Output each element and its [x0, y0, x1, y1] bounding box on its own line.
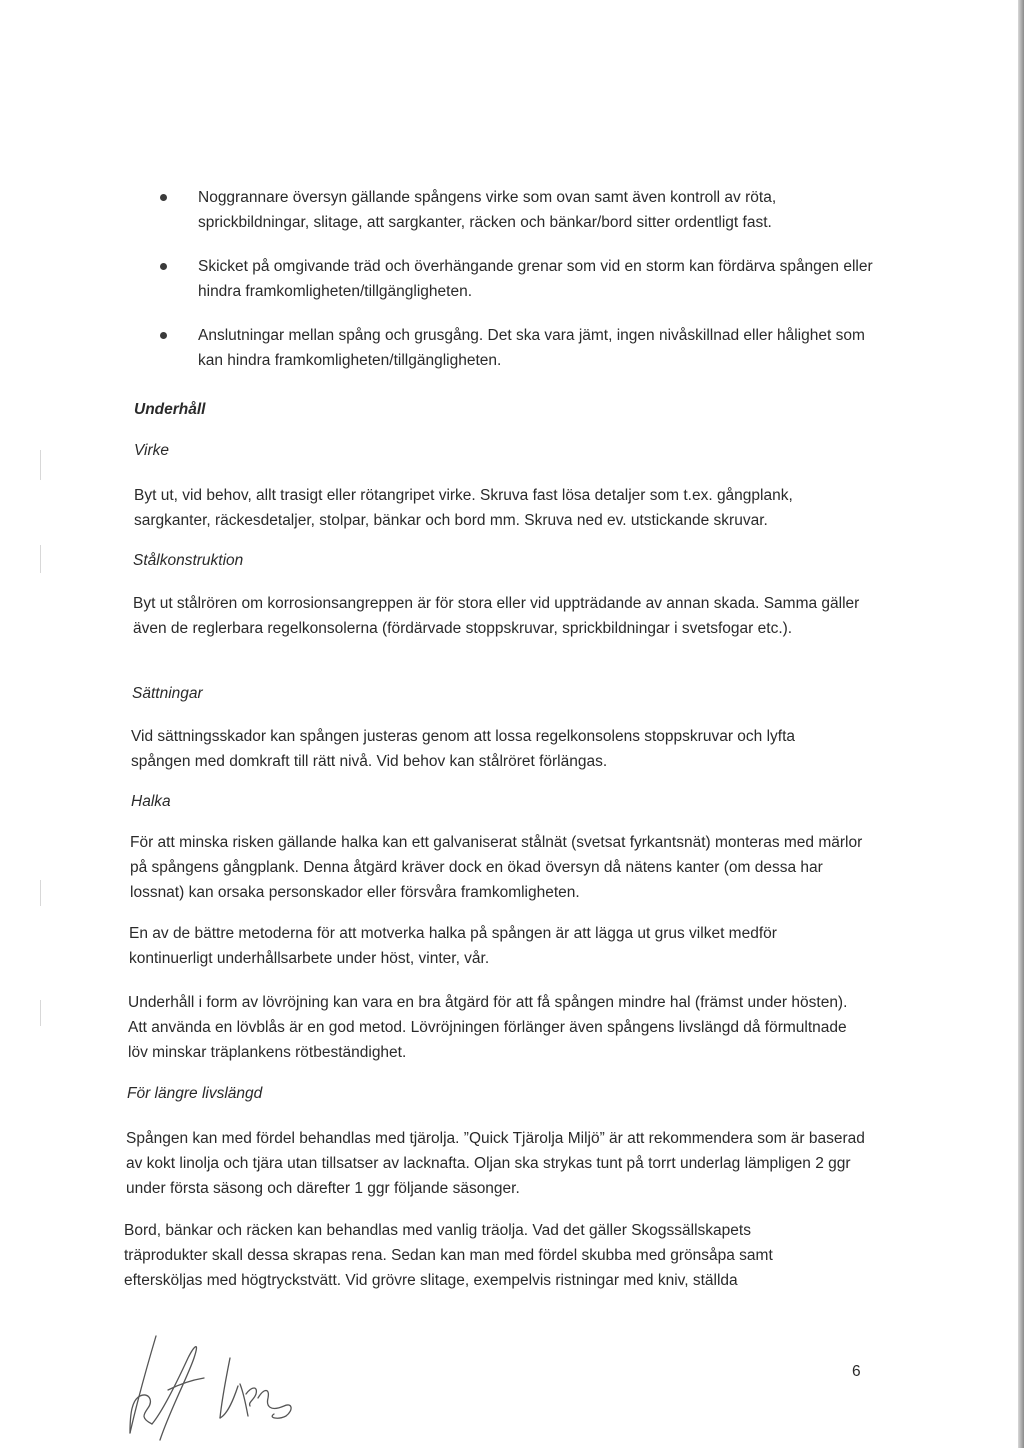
heading-halka: Halka	[131, 793, 171, 810]
scan-mark	[40, 545, 41, 573]
paragraph-virke: Byt ut, vid behov, allt trasigt eller rötangripet virke. Skruva fast lösa detaljer som t.ex. gångplank, sargkanter, räckesdetaljer, stolpar, bänkar och bord mm. Skruva ned ev. utstickande skruvar.	[134, 487, 793, 529]
inspection-bullet-list	[160, 185, 880, 392]
scan-mark	[40, 880, 41, 906]
bullet-icon	[160, 194, 167, 201]
bullet-item	[160, 254, 880, 304]
bullet-text: Anslutningar mellan spång och grusgång. Det ska vara jämt, ingen nivåskillnad eller hålighet som kan hindra framkomligheten/tillgängligheten.	[198, 327, 865, 369]
paragraph-livslangd-1: Spången kan med fördel behandlas med tjärolja. ”Quick Tjärolja Miljö” är att rekommendera som är baserad av kokt linolja och tjära utan tillsatser av lacknafta. Oljan ska strykas tunt på torrt underlag lämpligen 2 ggr under första säsong och därefter 1 ggr följande säsonger.	[126, 1130, 865, 1197]
bullet-icon	[160, 332, 167, 339]
heading-langre-livslangd: För längre livslängd	[127, 1085, 263, 1102]
heading-underhall: Underhåll	[134, 401, 206, 418]
bullet-item	[160, 323, 880, 373]
bullet-text: Skicket på omgivande träd och överhängande grenar som vid en storm kan fördärva spången eller hindra framkomligheten/tillgängligheten.	[198, 258, 873, 300]
paragraph-halka-3: Underhåll i form av lövröjning kan vara en bra åtgärd för att få spången mindre hal (främst under hösten). Att använda en lövblås är en god metod. Lövröjningen förlänger även spångens livslängd då förmultnade löv minskar träplankens rötbeständighet.	[128, 994, 848, 1061]
bullet-text: Noggrannare översyn gällande spångens virke som ovan samt även kontroll av röta, sprickbildningar, slitage, att sargkanter, räcken och bänkar/bord sitter ordentligt fast.	[198, 189, 777, 231]
paragraph-sattningar: Vid sättningsskador kan spången justeras genom att lossa regelkonsolens stoppskruvar och lyfta spången med domkraft till rätt nivå. Vid behov kan stålröret förlängas.	[131, 728, 796, 770]
bullet-item	[160, 185, 880, 235]
handwritten-signature	[118, 1328, 318, 1443]
scan-mark	[40, 1000, 41, 1026]
scan-edge	[1018, 0, 1024, 1448]
page-number: 6	[852, 1363, 861, 1380]
bullet-icon	[160, 263, 167, 270]
heading-sattningar: Sättningar	[132, 685, 203, 702]
paragraph-stalkonstruktion: Byt ut stålrören om korrosionsangreppen är för stora eller vid uppträdande av annan skada. Samma gäller även de reglerbara regelkonsolerna (fördärvade stoppskruvar, sprickbildningar i svetsfogar etc.).	[133, 595, 860, 637]
paragraph-livslangd-2: Bord, bänkar och räcken kan behandlas med vanlig träolja. Vad det gäller Skogssällskapets träprodukter skall dessa skrapas rena. Sedan kan man med fördel skubba med grönsåpa samt eftersköljas med högtryckstvätt. Vid grövre slitage, exempelvis ristningar med kniv, ställda	[124, 1222, 773, 1289]
scan-mark	[40, 450, 41, 480]
paragraph-halka-1: För att minska risken gällande halka kan ett galvaniserat stålnät (svetsat fyrkantsnät) monteras med märlor på spångens gångplank. Denna åtgärd kräver dock en ökad översyn då nätens kanter (om dessa har lossnat) kan orsaka personskador eller försvåra framkomligheten.	[130, 834, 863, 901]
heading-virke: Virke	[134, 442, 170, 459]
heading-stalkonstruktion: Stålkonstruktion	[133, 552, 244, 569]
paragraph-halka-2: En av de bättre metoderna för att motverka halka på spången är att lägga ut grus vilket medför kontinuerligt underhållsarbete under höst, vinter, vår.	[129, 925, 777, 967]
